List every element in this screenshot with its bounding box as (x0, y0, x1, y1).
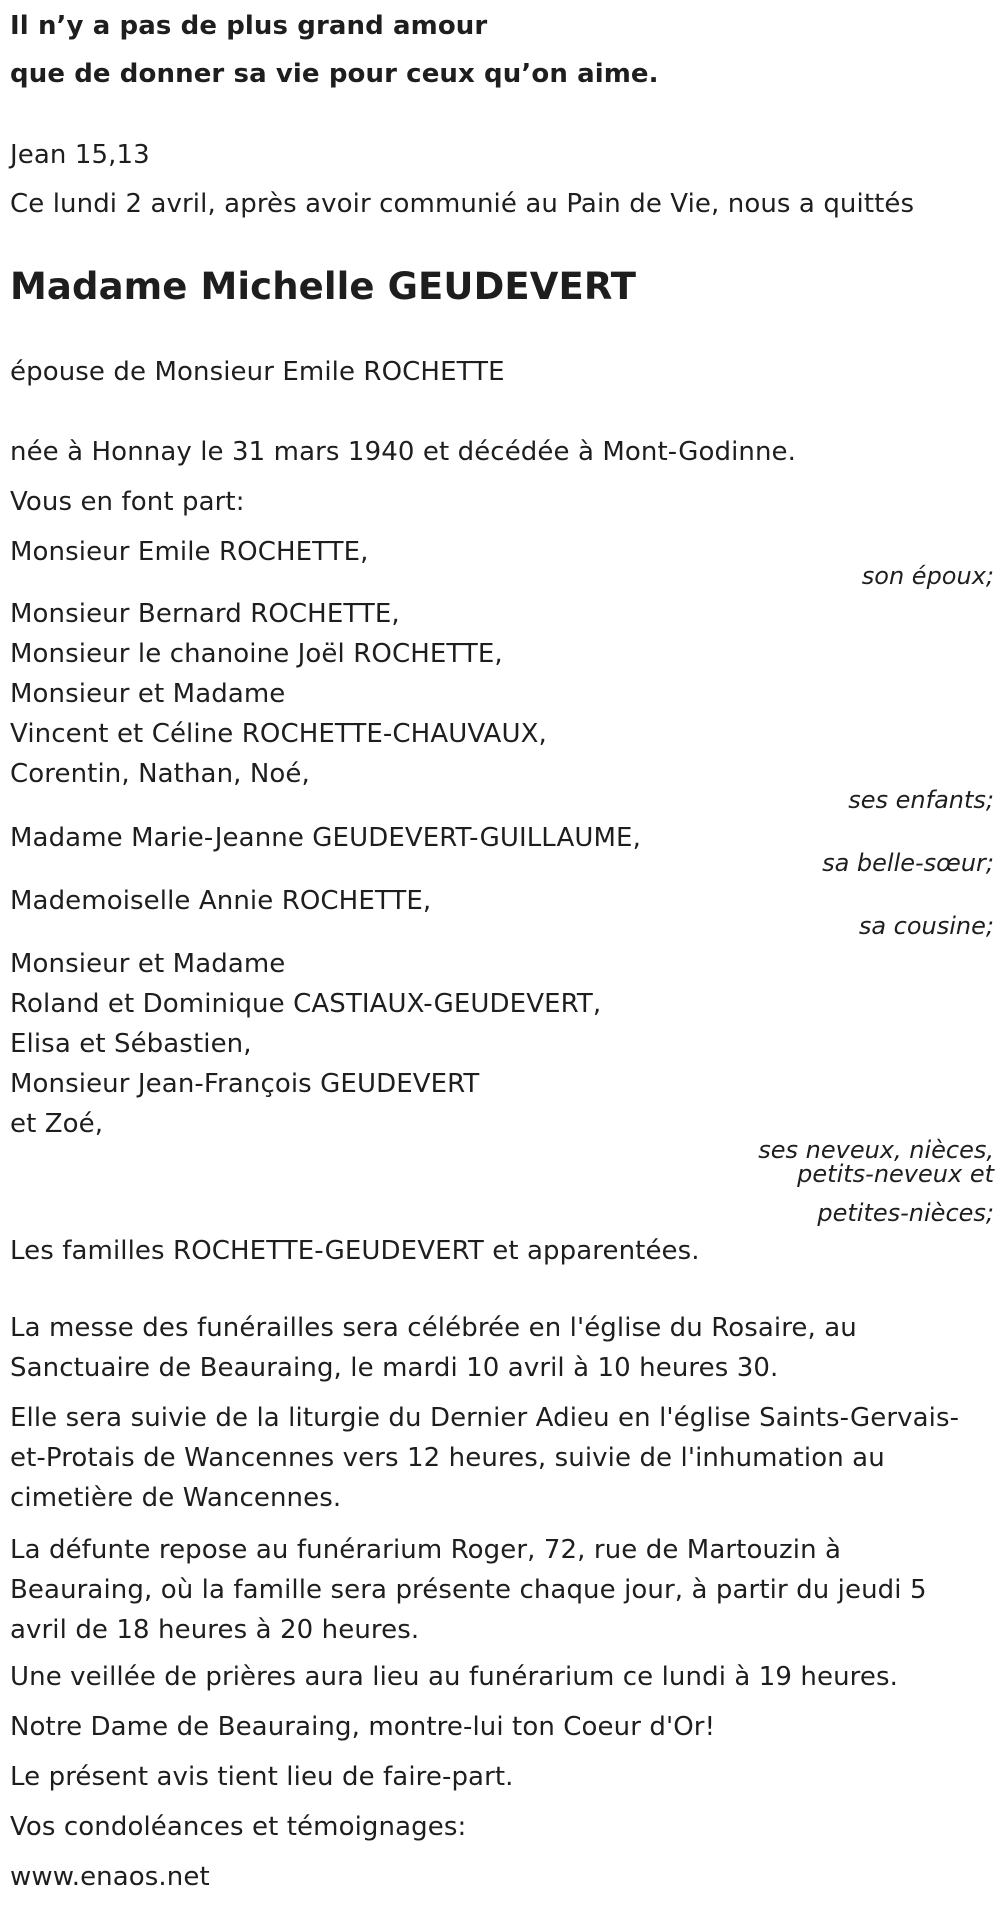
repose-paragraph (10, 1530, 927, 1650)
family-role: petites-nièces; (817, 1199, 994, 1227)
spouse-line: épouse de Monsieur Emile ROCHETTE (10, 357, 505, 387)
family-role: sa belle-sœur; (822, 849, 994, 877)
paragraph-line: Beauraing, où la famille sera présente chaque jour, à partir du jeudi 5 (10, 1575, 927, 1605)
family-name: Monsieur Bernard ROCHETTE, (10, 599, 400, 629)
vigil-line: Une veillée de prières aura lieu au funérarium ce lundi à 19 heures. (10, 1662, 899, 1692)
family-name: Madame Marie-Jeanne GEUDEVERT-GUILLAUME, (10, 823, 641, 853)
paragraph-line: Elle sera suivie de la liturgie du Dernier Adieu en l'église Saints-Gervais- (10, 1403, 960, 1433)
family-name: Elisa et Sébastien, (10, 1029, 252, 1059)
funeral-mass-paragraph (10, 1308, 857, 1388)
family-role: petits-neveux et (797, 1160, 994, 1188)
notice-line: Le présent avis tient lieu de faire-part. (10, 1762, 514, 1792)
website-link[interactable]: www.enaos.net (10, 1862, 210, 1892)
paragraph-line: avril de 18 heures à 20 heures. (10, 1615, 420, 1645)
family-name: Vincent et Céline ROCHETTE-CHAUVAUX, (10, 719, 547, 749)
deceased-name: Madame Michelle GEUDEVERT (10, 265, 637, 308)
family-role: ses neveux, nièces, (758, 1136, 994, 1164)
quote-reference: Jean 15,13 (10, 140, 150, 170)
intro-text: Ce lundi 2 avril, après avoir communié au Pain de Vie, nous a quittés (10, 189, 915, 219)
liturgy-paragraph (10, 1398, 959, 1518)
paragraph-line: et-Protais de Wancennes vers 12 heures, suivie de l'inhumation au (10, 1443, 885, 1473)
family-role: ses enfants; (848, 786, 994, 814)
family-name: Corentin, Nathan, Noé, (10, 759, 310, 789)
birth-death-line: née à Honnay le 31 mars 1940 et décédée à Mont-Godinne. (10, 437, 797, 467)
family-name: Monsieur et Madame (10, 949, 286, 979)
paragraph-line: Sanctuaire de Beauraing, le mardi 10 avril à 10 heures 30. (10, 1353, 779, 1383)
paragraph-line: cimetière de Wancennes. (10, 1483, 342, 1513)
quote-line-2: que de donner sa vie pour ceux qu’on aime. (10, 59, 659, 89)
announce-line: Vous en font part: (10, 487, 245, 517)
family-name: Monsieur et Madame (10, 679, 286, 709)
family-name: et Zoé, (10, 1109, 104, 1139)
prayer-line: Notre Dame de Beauraing, montre-lui ton Coeur d'Or! (10, 1712, 716, 1742)
paragraph-line: La messe des funérailles sera célébrée en l'église du Rosaire, au (10, 1313, 857, 1343)
family-name: Monsieur Jean-François GEUDEVERT (10, 1069, 480, 1099)
paragraph-line: La défunte repose au funérarium Roger, 72, rue de Martouzin à (10, 1535, 842, 1565)
condolences-line: Vos condoléances et témoignages: (10, 1812, 467, 1842)
family-name: Mademoiselle Annie ROCHETTE, (10, 886, 432, 916)
quote-line-1: Il n’y a pas de plus grand amour (10, 11, 488, 41)
family-name: Monsieur le chanoine Joël ROCHETTE, (10, 639, 503, 669)
family-role: sa cousine; (858, 912, 994, 940)
family-name: Monsieur Emile ROCHETTE, (10, 537, 369, 567)
family-role: son époux; (861, 562, 994, 590)
families-line: Les familles ROCHETTE-GEUDEVERT et apparentées. (10, 1236, 700, 1266)
family-name: Roland et Dominique CASTIAUX-GEUDEVERT, (10, 989, 602, 1019)
